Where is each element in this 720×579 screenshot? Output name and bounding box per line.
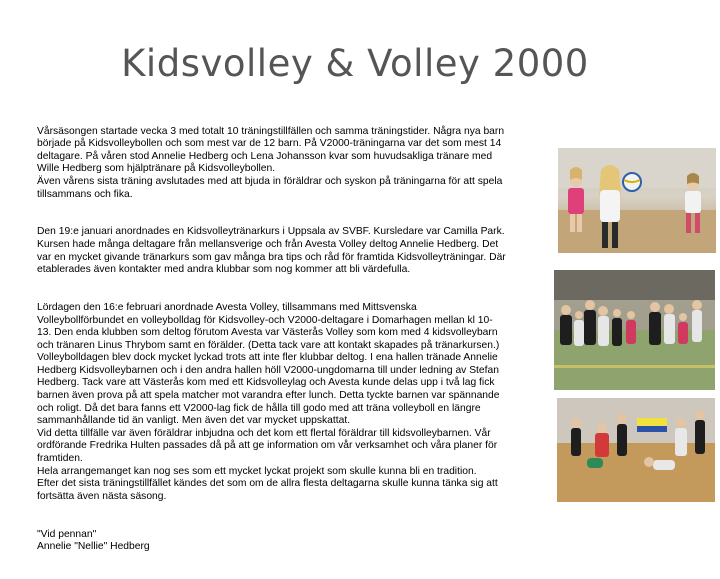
paragraph-spring-season: Vårsäsongen startade vecka 3 med totalt 10 träningstillfällen och samma träningstider. Några nya barn började på Kidsvolleybollen och som mest var de 12 barn. På V2000-träningarna var det som mest 14 deltagare. På våren stod Annelie Hedberg och Lena Johansson kvar som huvudsakliga tränare med Wille Hedberg som hjälptränare på Kidsvolleybollen. Även vårens sista träning avslutades med att bjuda in föräldrar och syskon på träningarna för att spela tillsammans och fika.: [37, 125, 505, 200]
paragraph-volleyball-day: Lördagen den 16:e februari anordnade Avesta Volley, tillsammans med Mittsvenska Volleybollförbundet en volleybolldag för Kidsvolley-och V2000-deltagare i Domarhagen mellan kl 10- 13. Den enda klubben som deltog förutom Avesta var Västerås Volley som kom med 4 kidsvolleybarn och tränaren Linus Thrybom samt en förälder. (Detta tack vare att kontakt skapades på tränarkursen.) Volleybolldagen blev dock mycket lyckad trots att inte fler klubbar deltog. I ena hallen tränade Annelie Hedberg Kidsvolleybarnen och i den andra hallen höll V2000-ungdomarna till under ledning av Stefan Hedberg. Tack vare att Västerås kom med ett Kidsvolleylag och Avesta kunde delas upp i två lag fick barnen även prova på att spela matcher mot varandra efter lunch. Detta tyckte barnen var spännande och roligt. Då det bara fanns ett V2000-lag fick de hålla till godo med att träna volleyboll en längre sammanhållande tid än vanligt. Men även det var mycket uppskattat. Vid detta tillfälle var även föräldrar inbjudna och det kom ett flertal föräldrar till kidsvolleybarnen. Vår ordförande Fredrika Hulten passades då på att ge information om vår verksamhet och våra planer för framtiden. Hela arrangemanget kan nog ses som ett mycket lyckat projekt som skulle kunna bli en tradition. Efter det sista träningstillfället kändes det som om de allra flesta deltagarna skulle kunna tänka sig att fortsätta även nästa säsong.: [37, 301, 500, 502]
photo-girls-illustration: [558, 148, 716, 253]
photo-game-illustration: [557, 398, 715, 502]
page-title: Kidsvolley & Volley 2000: [121, 42, 589, 85]
paragraph-coach-course: Den 19:e januari anordnades en Kidsvolleytränarkurs i Uppsala av SVBF. Kursledare var Camilla Park. Kursen hade många deltagare från mellansverige och från Avesta Volley deltog Annelie Hedberg. Det var en mycket givande tränarkurs som gav många bra tips och råd för framtida Kidsvolleyträningar. Där etablerades även kontakter med andra klubbar som nog kommer att bli värdefulla.: [37, 226, 506, 276]
photo-children-group-gym: [554, 270, 715, 390]
photo-children-playing-game: [557, 398, 715, 502]
photo-girls-with-volleyball: [558, 148, 716, 253]
paragraph-signature: "Vid pennan" Annelie "Nellie" Hedberg: [37, 528, 150, 553]
photo-group-illustration: [554, 270, 715, 390]
report-text: [37, 113, 547, 579]
